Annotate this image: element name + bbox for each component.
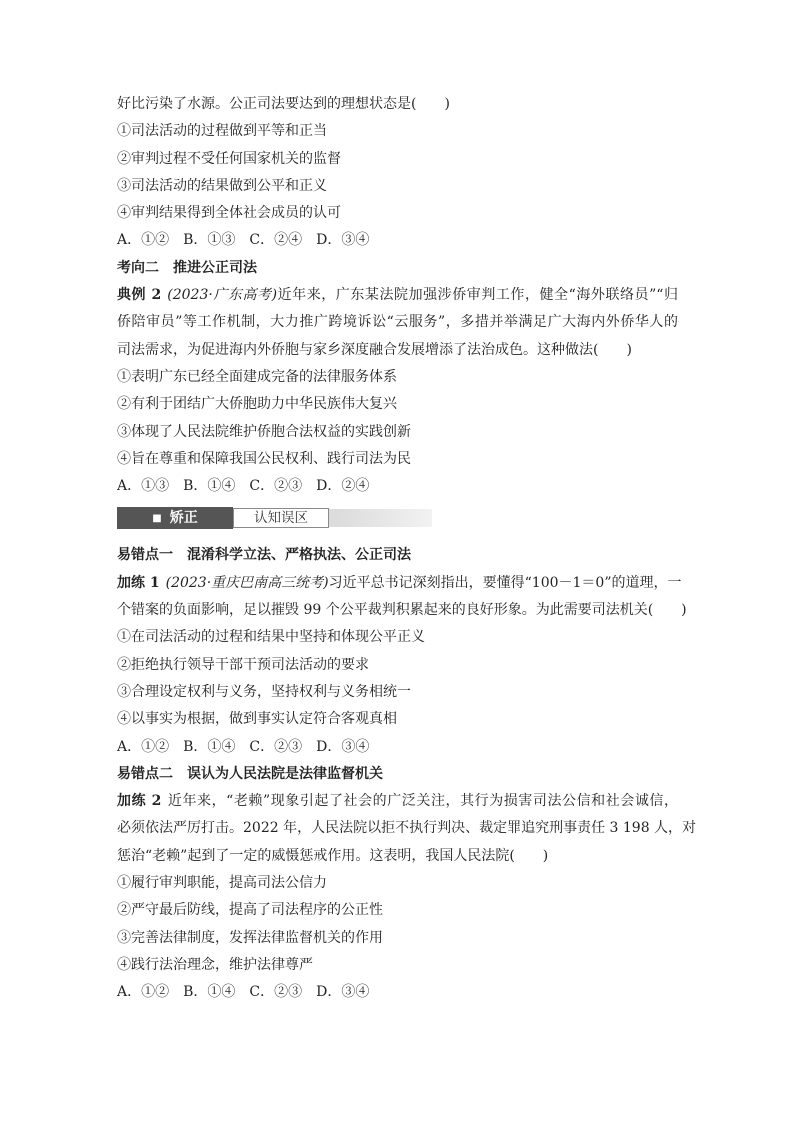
drill-text: 近年来，“老赖”现象引起了社会的广泛关注，其行为损害司法公信和社会诚信， bbox=[167, 793, 678, 810]
drill-line-1 bbox=[117, 788, 678, 815]
option-4: ④审判结果得到全体社会成员的认可 bbox=[117, 205, 341, 222]
option-3: ③体现了人民法院维护侨胞合法权益的实践创新 bbox=[117, 423, 411, 440]
option-3: ③完善法律制度，发挥法律监督机关的作用 bbox=[117, 929, 383, 946]
option-2: ②拒绝执行领导干部干预司法活动的要求 bbox=[117, 656, 369, 673]
example-line-1 bbox=[117, 282, 678, 309]
drill-label: 加练 1 bbox=[117, 574, 160, 591]
drill-line-1 bbox=[117, 570, 682, 597]
error-point-heading: 易错点二 误认为人民法院是法律监督机关 bbox=[117, 765, 383, 782]
option-3: ③合理设定权利与义务，坚持权利与义务相统一 bbox=[117, 683, 411, 700]
banner-tag bbox=[117, 507, 233, 529]
document-page bbox=[117, 91, 697, 1007]
option-4: ④旨在尊重和保障我国公民权利、践行司法为民 bbox=[117, 450, 411, 467]
drill-line-2: 必须依法严厉打击。2022 年，人民法院以拒不执行判决、裁定罪追究刑事责任 3 198 人，对 bbox=[117, 820, 697, 837]
drill-source: (2023·重庆巴南高三统考) bbox=[165, 574, 329, 591]
drill-line-2: 个错案的负面影响，足以摧毁 99 个公平裁判积累起来的良好形象。为此需要司法机关( ) bbox=[117, 602, 687, 619]
option-4: ④践行法治理念，维护法律尊严 bbox=[117, 956, 313, 973]
question-stem: 好比污染了水源。公正司法要达到的理想状态是( ) bbox=[117, 96, 450, 112]
option-2: ②严守最后防线，提高了司法程序的公正性 bbox=[117, 902, 383, 919]
answer-choices: A．①② B．①④ C．②③ D．③④ bbox=[117, 984, 370, 1001]
option-1: ①司法活动的过程做到平等和正当 bbox=[117, 123, 327, 140]
drill-label: 加练 2 bbox=[117, 793, 162, 810]
option-1: ①在司法活动的过程和结果中坚持和体现公平正义 bbox=[117, 629, 425, 646]
example-line-3: 司法需求，为促进海内外侨胞与家乡深度融合发展增添了法治成色。这种做法( ) bbox=[117, 341, 632, 358]
drill-line-3: 惩治“老赖”起到了一定的威慑惩戒作用。这表明，我国人民法院( ) bbox=[117, 847, 549, 864]
square-bullet-icon bbox=[152, 510, 169, 526]
example-label: 典例 2 bbox=[117, 287, 162, 304]
answer-choices: A．①③ B．①④ C．②③ D．②④ bbox=[117, 478, 370, 495]
drill-text: 习近平总书记深刻指出，要懂得“100－1＝0”的道理，一 bbox=[328, 574, 682, 591]
option-2: ②审判过程不受任何国家机关的监督 bbox=[117, 150, 341, 167]
option-3: ③司法活动的结果做到公平和正义 bbox=[117, 177, 327, 194]
section-heading: 考向二 推进公正司法 bbox=[117, 259, 257, 276]
option-4: ④以事实为根据，做到事实认定符合客观真相 bbox=[117, 711, 397, 728]
answer-choices: A．①② B．①③ C．②④ D．③④ bbox=[117, 232, 370, 249]
example-line-2: 侨陪审员”等工作机制，大力推广跨境诉讼“云服务”，多措并举满足广大海内外侨华人的 bbox=[117, 314, 678, 331]
answer-choices: A．①② B．①④ C．②③ D．③④ bbox=[117, 738, 370, 755]
section-banner bbox=[117, 507, 678, 529]
example-text: 近年来，广东某法院加强涉侨审判工作，健全“海外联络员”“归 bbox=[277, 287, 678, 304]
error-point-heading: 易错点一 混淆科学立法、严格执法、公正司法 bbox=[117, 547, 411, 564]
banner-tag-label: 矫正 bbox=[169, 509, 198, 526]
option-1: ①表明广东已经全面建成完备的法律服务体系 bbox=[117, 368, 397, 385]
option-1: ①履行审判职能，提高司法公信力 bbox=[117, 875, 327, 892]
option-2: ②有利于团结广大侨胞助力中华民族伟大复兴 bbox=[117, 396, 397, 413]
example-source: (2023·广东高考) bbox=[167, 287, 278, 304]
banner-title: 认知误区 bbox=[233, 508, 329, 528]
